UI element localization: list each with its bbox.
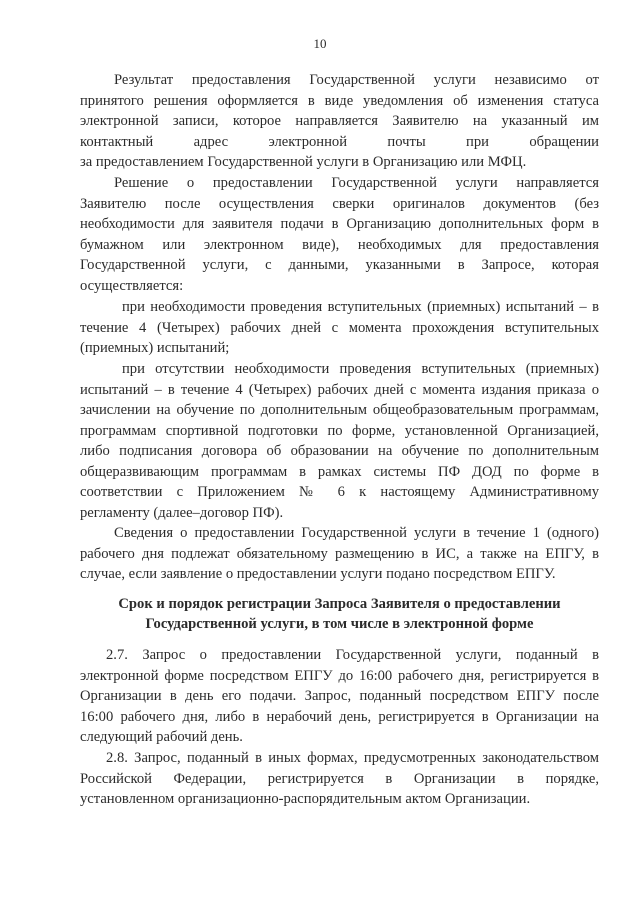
text-line: электронной записи, которое направляется Заявителю на указанный им — [80, 113, 599, 129]
text-line: соответствии с Приложением № 6 к настоящему Административному — [80, 484, 599, 500]
text-line: регламенту (далее–договор ПФ). — [80, 504, 284, 521]
heading-line: Государственной услуги, в том числе в электронной форме — [145, 616, 534, 632]
text-line: 16:00 рабочего дня, либо в нерабочий день, регистрируется в Организации на — [80, 708, 599, 725]
text-line: (приемных) испытаний; — [80, 340, 230, 356]
text-line: принятого решения оформляется в виде уведомления об изменения статуса — [80, 92, 599, 109]
text-line: электронной форме посредством ЕПГУ до 16:00 рабочего дня, регистрируется в — [80, 667, 599, 684]
text-line: испытаний – в течение 4 (Четырех) рабочих дней с момента издания приказа о — [80, 381, 599, 398]
text-line: следующий рабочий день. — [80, 729, 243, 745]
paragraph-decision — [80, 173, 599, 296]
text-line: за предоставлением Государственной услуги в Организацию или МФЦ. — [80, 154, 527, 170]
text-line: установленном организационно-распорядительным актом Организации. — [80, 791, 531, 807]
text-line: Государственной услуги, с данными, указанными в Запросе, которая — [80, 257, 599, 273]
text-line: 2.8. Запрос, поданный в иных формах, предусмотренных законодательством — [106, 750, 599, 766]
text-line: при отсутствии необходимости проведения вступительных (приемных) — [122, 361, 599, 377]
paragraph-2-8 — [80, 748, 599, 810]
text-line: Результат предоставления Государственной услуги независимо от — [114, 72, 599, 88]
paragraph-with-exams — [80, 297, 599, 359]
text-line: при необходимости проведения вступительных (приемных) испытаний – в — [122, 299, 599, 315]
text-line: случае, если заявление о предоставлении услуги подано посредством ЕПГУ. — [80, 566, 556, 582]
text-line: необходимости для заявителя подачи в Организацию дополнительных форм в — [80, 216, 599, 232]
text-line: Российской Федерации, регистрируется в Организации в порядке, — [80, 770, 599, 787]
paragraph-without-exams — [80, 359, 599, 523]
text-line: бумажном или электронном виде), необходимых для предоставления — [80, 236, 599, 253]
text-line: течение 4 (Четырех) рабочих дней с момента прохождения вступительных — [80, 319, 599, 336]
paragraph-info-placement — [80, 523, 599, 585]
text-line: Сведения о предоставлении Государственной услуги в течение 1 (одного) — [114, 525, 599, 541]
text-line: осуществляется: — [80, 277, 184, 294]
section-heading — [80, 594, 599, 634]
text-line: рабочего дня подлежат обязательному размещению в ИС, а также на ЕПГУ, в — [80, 545, 599, 562]
paragraph-2-7 — [80, 645, 599, 748]
text-line: программам спортивной подготовки по форме, установленной Организацией, — [80, 422, 599, 439]
paragraph-result — [80, 70, 599, 173]
page-number: 10 — [313, 36, 327, 51]
text-line: общеразвивающим программам в рамках системы ПФ ДОД по форме в — [80, 463, 599, 480]
text-line: 2.7. Запрос о предоставлении Государственной услуги, поданный в — [106, 647, 599, 663]
text-line: зачислении на обучение по дополнительным общеобразовательным программам, — [80, 402, 599, 418]
text-line: контактный адрес электронной почты при обращении — [80, 133, 599, 150]
text-line: Решение о предоставлении Государственной услуги направляется — [114, 175, 599, 191]
heading-line: Срок и порядок регистрации Запроса Заявителя о предоставлении — [118, 596, 561, 612]
text-line: либо подписания договора об образовании на обучение по дополнительным — [80, 443, 599, 459]
text-line: Заявителю после осуществления сверки оригиналов документов (без — [80, 195, 599, 212]
text-line: Организации в день его подачи. Запрос, поданный посредством ЕПГУ после — [80, 688, 599, 704]
